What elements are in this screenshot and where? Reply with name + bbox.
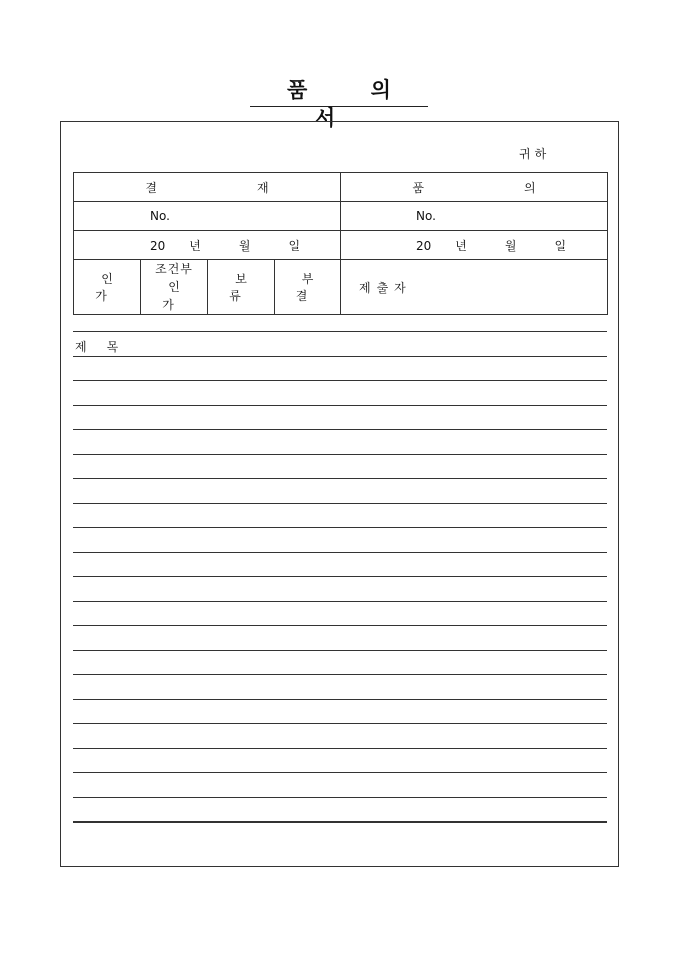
decision-conditional-label-1: 조건부	[155, 262, 193, 276]
proposal-header-char-1: 품	[412, 180, 424, 195]
approval-header-char-2: 재	[257, 180, 269, 195]
proposal-date-year-unit: 년	[455, 238, 467, 253]
ruled-line[interactable]	[73, 748, 607, 773]
ruled-lines	[73, 331, 607, 823]
proposal-no-cell[interactable]	[341, 202, 608, 231]
decision-hold-cell[interactable]	[208, 260, 275, 315]
proposal-no-label: No.	[416, 209, 436, 223]
ruled-line[interactable]	[73, 380, 607, 405]
approval-header-char-1: 결	[145, 180, 157, 195]
decision-hold-label: 보 류	[229, 272, 259, 303]
proposal-date-day-unit: 일	[554, 238, 567, 253]
ruled-line[interactable]	[73, 821, 607, 823]
approval-table	[73, 172, 608, 315]
proposal-date-year: 20	[416, 238, 432, 253]
subject-line[interactable]	[73, 331, 607, 356]
ruled-line[interactable]	[73, 650, 607, 675]
ruled-line[interactable]	[73, 674, 607, 699]
approval-date-year: 20	[150, 238, 166, 253]
decision-approve-cell[interactable]	[74, 260, 141, 315]
decision-conditional-label-2: 인 가	[162, 280, 192, 312]
decision-reject-cell[interactable]	[275, 260, 341, 315]
recipient-label: 귀하	[519, 147, 551, 161]
approval-date-month-unit: 월	[238, 238, 251, 253]
approval-date-year-unit: 년	[189, 238, 201, 253]
decision-reject-label: 부 결	[295, 272, 326, 303]
proposal-date-cell[interactable]	[341, 231, 608, 260]
ruled-line[interactable]	[73, 797, 607, 822]
approval-no-cell[interactable]	[74, 202, 341, 231]
subject-label: 제목	[75, 340, 139, 354]
submitter-cell[interactable]	[341, 260, 608, 315]
proposal-header-cell	[341, 173, 608, 202]
approval-date-day-unit: 일	[288, 238, 301, 253]
ruled-line[interactable]	[73, 723, 607, 748]
ruled-line[interactable]	[73, 429, 607, 454]
ruled-line[interactable]	[73, 576, 607, 601]
ruled-line[interactable]	[73, 527, 607, 552]
approval-no-label: No.	[150, 209, 170, 223]
ruled-line[interactable]	[73, 478, 607, 503]
ruled-line[interactable]	[73, 356, 607, 381]
submitter-label: 제출자	[359, 280, 412, 295]
proposal-date-month-unit: 월	[504, 238, 517, 253]
ruled-line[interactable]	[73, 772, 607, 797]
ruled-line[interactable]	[73, 503, 607, 528]
ruled-line[interactable]	[73, 552, 607, 577]
ruled-line[interactable]	[73, 454, 607, 479]
decision-approve-label: 인 가	[95, 272, 125, 303]
approval-date-cell[interactable]	[74, 231, 341, 260]
decision-conditional-cell[interactable]	[141, 260, 208, 315]
proposal-header-char-2: 의	[524, 180, 536, 195]
approval-header-cell	[74, 173, 341, 202]
document-title: 품 의 서	[250, 76, 428, 107]
ruled-line[interactable]	[73, 699, 607, 724]
ruled-line[interactable]	[73, 601, 607, 626]
ruled-line[interactable]	[73, 405, 607, 430]
ruled-line[interactable]	[73, 625, 607, 650]
